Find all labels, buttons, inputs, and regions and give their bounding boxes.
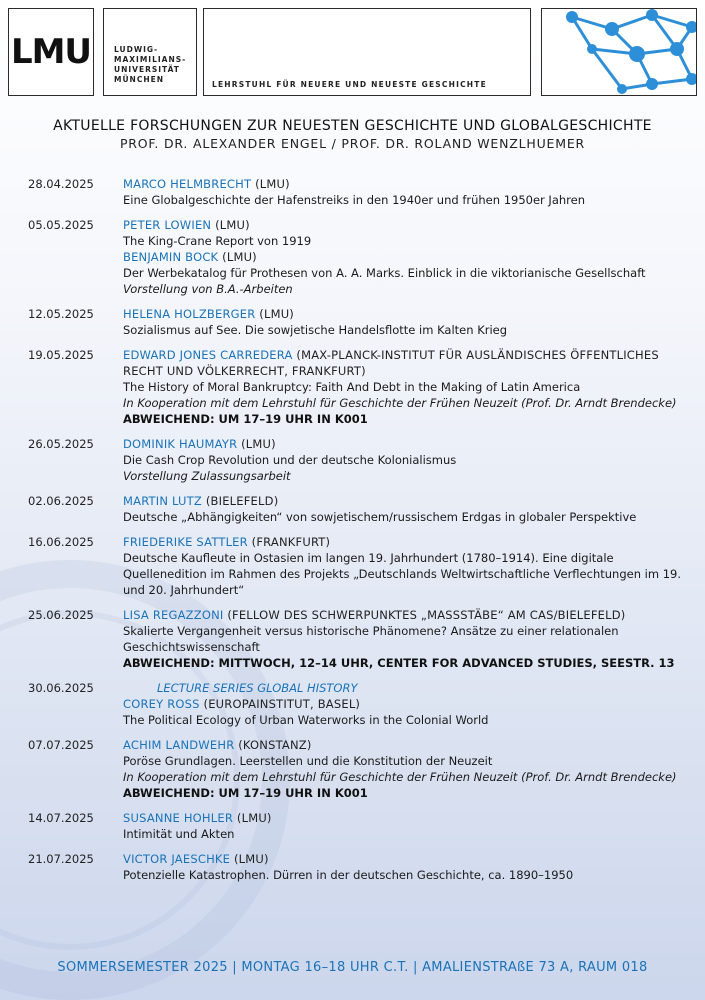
- speaker-line: [123, 217, 683, 233]
- event-note: Vorstellung von B.A.-Arbeiten: [123, 282, 293, 296]
- speaker-line: [123, 493, 683, 509]
- speaker-line: [123, 851, 683, 867]
- talk-title: Poröse Grundlagen. Leerstellen und die Konstitution der Neuzeit: [123, 754, 493, 768]
- event-row: [0, 217, 705, 297]
- speaker-affiliation: (LMU): [237, 437, 276, 451]
- event-alternate-notice: ABWEICHEND: UM 17–19 UHR IN K001: [123, 786, 368, 800]
- event-date: 26.05.2025: [28, 437, 94, 451]
- lmu-logo: LMU: [10, 32, 92, 72]
- speaker-affiliation: (LMU): [233, 811, 272, 825]
- title-block: [0, 118, 705, 151]
- speaker-affiliation: (LMU): [255, 307, 294, 321]
- network-icon: [542, 9, 697, 96]
- speaker-name: BENJAMIN BOCK: [123, 250, 219, 264]
- event-date: 02.06.2025: [28, 494, 94, 508]
- event-body: [123, 737, 683, 801]
- page-subtitle: PROF. DR. ALEXANDER ENGEL / PROF. DR. ROLAND WENZLHUEMER: [119, 136, 586, 151]
- university-name-box: [103, 8, 197, 96]
- speaker-name: SUSANNE HOHLER: [123, 811, 234, 825]
- speaker-affiliation: (LMU): [218, 250, 257, 264]
- talk-title: Intimität und Akten: [123, 827, 235, 841]
- event-row: [0, 493, 705, 525]
- event-row: [0, 306, 705, 338]
- speaker-name: DOMINIK HAUMAYR: [123, 437, 238, 451]
- event-date: 14.07.2025: [28, 811, 94, 825]
- event-note: Vorstellung Zulassungsarbeit: [123, 469, 291, 483]
- speaker-line: [123, 737, 683, 753]
- speaker-name: MARCO HELMBRECHT: [123, 177, 252, 191]
- university-name: LUDWIG- MAXIMILIANS- UNIVERSITÄT MÜNCHEN: [114, 45, 187, 84]
- speaker-line: [123, 436, 683, 452]
- event-date: 16.06.2025: [28, 535, 94, 549]
- event-note: In Kooperation mit dem Lehrstuhl für Geschichte der Frühen Neuzeit (Prof. Dr. Arndt Brendecke): [123, 770, 677, 784]
- event-list: [0, 176, 705, 892]
- speaker-name: MARTIN LUTZ: [123, 494, 202, 508]
- talk-title: Skalierte Vergangenheit versus historische Phänomene? Ansätze zu einer relationalen Geschichtswissenschaft: [123, 624, 619, 654]
- speaker-line: [123, 306, 683, 322]
- event-date: 07.07.2025: [28, 738, 94, 752]
- speaker-affiliation: (LMU): [230, 852, 269, 866]
- event-body: [123, 810, 683, 842]
- page-title: AKTUELLE FORSCHUNGEN ZUR NEUESTEN GESCHICHTE UND GLOBALGESCHICHTE: [53, 118, 652, 134]
- event-row: [0, 680, 705, 728]
- speaker-name: COREY ROSS: [123, 697, 200, 711]
- talk-title: Deutsche „Abhängigkeiten“ von sowjetischem/russischem Erdgas in globaler Perspektive: [123, 510, 637, 524]
- speaker-affiliation: (FELLOW DES SCHWERPUNKTES „MASSSTÄBE“ AM CAS/BIELEFELD): [223, 608, 626, 622]
- talk-title: Eine Globalgeschichte der Hafenstreiks in den 1940er und frühen 1950er Jahren: [123, 193, 585, 207]
- event-body: [123, 306, 683, 338]
- speaker-line: [123, 607, 683, 623]
- speaker-affiliation: (KONSTANZ): [234, 738, 312, 752]
- lmu-logo-box: [8, 8, 94, 96]
- event-body: [123, 176, 683, 208]
- speaker-affiliation: (LMU): [251, 177, 290, 191]
- event-row: [0, 347, 705, 427]
- speaker-line: [123, 347, 683, 379]
- event-date: 25.06.2025: [28, 608, 94, 622]
- event-date: 05.05.2025: [28, 218, 94, 232]
- event-row: [0, 851, 705, 883]
- talk-title: Potenzielle Katastrophen. Dürren in der deutschen Geschichte, ca. 1890–1950: [123, 868, 574, 882]
- speaker-line: [123, 534, 683, 550]
- speaker-name: LISA REGAZZONI: [123, 608, 224, 622]
- event-row: [0, 436, 705, 484]
- speaker-name: EDWARD JONES CARREDERA: [123, 348, 293, 362]
- footer: SOMMERSEMESTER 2025 | MONTAG 16–18 UHR C.T. | AMALIENSTRAßE 73 A, RAUM 018: [57, 960, 648, 975]
- speaker-affiliation: (LMU): [211, 218, 250, 232]
- header: [8, 8, 697, 96]
- event-row: [0, 176, 705, 208]
- chair-box: [203, 8, 531, 96]
- event-body: [123, 851, 683, 883]
- event-date: 21.07.2025: [28, 852, 94, 866]
- event-date: 12.05.2025: [28, 307, 94, 321]
- event-body: [123, 436, 683, 484]
- speaker-affiliation: (MAX-PLANCK-INSTITUT FÜR AUSLÄNDISCHES ÖFFENTLICHES RECHT UND VÖLKERRECHT, FRANKFURT): [123, 348, 659, 378]
- speaker-name: VICTOR JAESCHKE: [123, 852, 231, 866]
- speaker-name: PETER LOWIEN: [123, 218, 212, 232]
- talk-title: The History of Moral Bankruptcy: Faith And Debt in the Making of Latin America: [123, 380, 581, 394]
- speaker-line: [123, 696, 683, 712]
- event-body: [123, 493, 683, 525]
- event-series: LECTURE SERIES GLOBAL HISTORY: [157, 681, 358, 695]
- event-date: 28.04.2025: [28, 177, 94, 191]
- event-body: [123, 607, 683, 671]
- event-note: In Kooperation mit dem Lehrstuhl für Geschichte der Frühen Neuzeit (Prof. Dr. Arndt Brendecke): [123, 396, 677, 410]
- event-body: [123, 347, 683, 427]
- event-date: 30.06.2025: [28, 681, 94, 695]
- event-body: [123, 680, 683, 728]
- talk-title: Deutsche Kaufleute in Ostasien im langen 19. Jahrhundert (1780–1914). Eine digitale Quellenedition im Rahmen des Projekts „Deutschlands Weltwirtschaftliche Verflechtungen im 19. und 20. Jahrhundert“: [123, 551, 681, 597]
- talk-title: Sozialismus auf See. Die sowjetische Handelsflotte im Kalten Krieg: [123, 323, 508, 337]
- speaker-line: [123, 810, 683, 826]
- chair-name: LEHRSTUHL FÜR NEUERE UND NEUESTE GESCHICHTE: [212, 80, 487, 89]
- talk-title: The Political Ecology of Urban Waterworks in the Colonial World: [123, 713, 489, 727]
- speaker-line: [123, 176, 683, 192]
- event-alternate-notice: ABWEICHEND: MITTWOCH, 12–14 UHR, CENTER FOR ADVANCED STUDIES, SEESTR. 13: [123, 656, 675, 670]
- talk-title: Die Cash Crop Revolution und der deutsche Kolonialismus: [123, 453, 457, 467]
- event-row: [0, 810, 705, 842]
- event-body: [123, 534, 683, 598]
- talk-title: The King-Crane Report von 1919: [123, 234, 312, 248]
- speaker-affiliation: (FRANKFURT): [247, 535, 331, 549]
- speaker-name: FRIEDERIKE SATTLER: [123, 535, 248, 549]
- event-row: [0, 737, 705, 801]
- event-date: 19.05.2025: [28, 348, 94, 362]
- speaker-line: [123, 249, 683, 265]
- talk-title: Der Werbekatalog für Prothesen von A. A. Marks. Einblick in die viktorianische Gesellschaft: [123, 266, 646, 280]
- event-alternate-notice: ABWEICHEND: UM 17–19 UHR IN K001: [123, 412, 368, 426]
- speaker-affiliation: (BIELEFELD): [201, 494, 279, 508]
- speaker-affiliation: (EUROPAINSTITUT, BASEL): [199, 697, 361, 711]
- speaker-name: HELENA HOLZBERGER: [123, 307, 256, 321]
- event-row: [0, 607, 705, 671]
- event-row: [0, 534, 705, 598]
- event-body: [123, 217, 683, 297]
- network-graphic: [541, 8, 697, 96]
- speaker-name: ACHIM LANDWEHR: [123, 738, 235, 752]
